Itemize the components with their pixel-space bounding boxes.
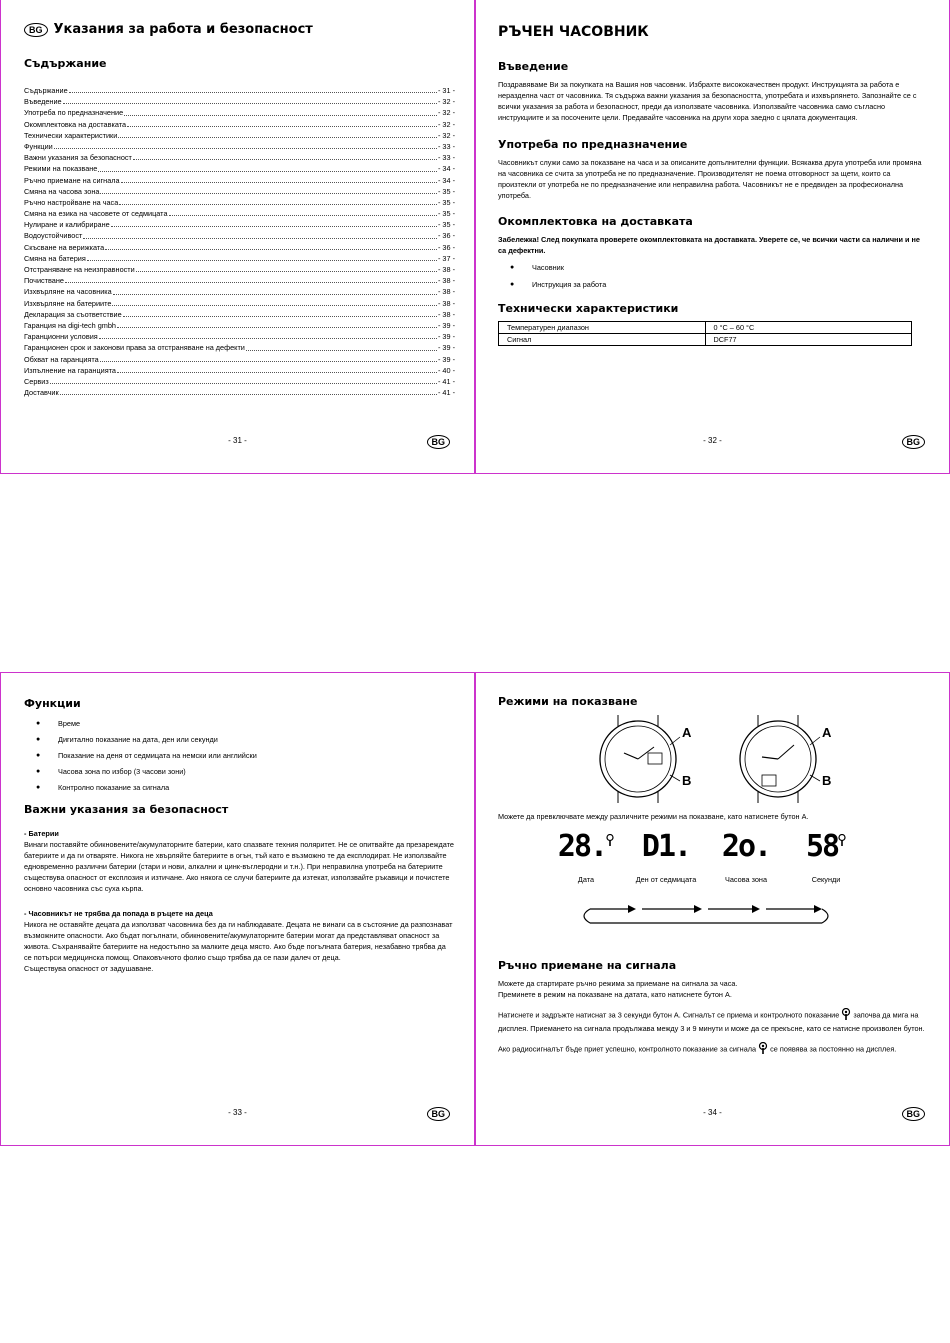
- signal-tower-icon: [838, 833, 846, 851]
- spec-value: DCF77: [705, 334, 912, 346]
- toc-entry[interactable]: [24, 107, 455, 118]
- page-34: [475, 672, 950, 1146]
- toc-entry-page: - 34 -: [437, 164, 455, 174]
- lcd-mode: [626, 829, 706, 884]
- toc-entry-page: - 36 -: [437, 242, 455, 252]
- lcd-value: D1.: [641, 829, 691, 864]
- toc-entry-label: Въведение: [24, 97, 62, 107]
- page-title: РЪЧЕН ЧАСОВНИК: [498, 24, 649, 40]
- toc-entry[interactable]: [24, 309, 455, 320]
- toc-leader: [121, 175, 437, 183]
- toc-entry[interactable]: [24, 197, 455, 208]
- toc-entry-page: - 33 -: [437, 153, 455, 163]
- toc-leader: [69, 85, 437, 93]
- toc-entry[interactable]: [24, 175, 455, 186]
- toc-entry-page: - 37 -: [437, 253, 455, 263]
- toc-entry-page: - 34 -: [437, 175, 455, 185]
- page-header: [24, 22, 313, 37]
- kids-text: Никога не оставяйте децата да използват часовника без да ги наблюдавате. Децата не винаги са в състояние да разпознават възможните опасности. Ако бъдат погълнати, обикновените/акумулаторните батерии могат да представляват опасност за живота. Съхранявайте батериите на недостъпно за малките деца място. Ако бъде погълната батерия, незабавно трябва да се потърси медицинска помощ. Опаковъчното фолио също трябва да се пази далеч от деца.: [24, 920, 453, 962]
- signal-text-3: Ако радиосигналът бъде приет успешно, контролното показание за сигнала се появява за постоянно на дисплея.: [498, 1042, 928, 1057]
- toc-entry-label: Ръчно приемане на сигнала: [24, 175, 120, 185]
- toc-entry-page: - 38 -: [437, 309, 455, 319]
- page-title: Указания за работа и безопасност: [53, 22, 313, 37]
- toc-leader: [105, 242, 437, 250]
- toc-entry[interactable]: [24, 141, 455, 152]
- toc-entry-page: - 33 -: [437, 141, 455, 151]
- toc-entry[interactable]: [24, 152, 455, 163]
- language-badge: BG: [427, 1107, 451, 1121]
- toc-leader: [246, 342, 437, 350]
- list-item: ● Показание на деня от седмицата на немски или английски: [24, 750, 454, 761]
- toc-entry-label: Гаранционни условия: [24, 332, 98, 342]
- toc-entry-page: - 39 -: [437, 332, 455, 342]
- toc-entry[interactable]: [24, 230, 455, 241]
- section-heading-use: Употреба по предназначение: [498, 138, 688, 151]
- toc-leader: [83, 230, 437, 238]
- toc-leader: [100, 186, 437, 194]
- toc-entry-page: - 36 -: [437, 231, 455, 241]
- toc-entry[interactable]: [24, 387, 455, 398]
- toc-leader: [98, 163, 437, 171]
- signal-tower-icon: [841, 1008, 851, 1023]
- toc-entry-label: Скъсване на верижката: [24, 242, 105, 252]
- toc-entry-page: - 39 -: [437, 354, 455, 364]
- toc-entry[interactable]: [24, 275, 455, 286]
- toc-leader: [113, 286, 437, 294]
- language-badge: BG: [902, 435, 926, 449]
- signal-text-2: Натиснете и задръжте натиснат за 3 секунди бутон А. Сигналът се приема и контролното показание започва да мига на дисплея. Приемането на сигнала продължава между 3 и 9 минути и може да се прекъсне, като се натисне произволен бутон.: [498, 1008, 928, 1034]
- toc-entry[interactable]: [24, 376, 455, 387]
- lcd-value: 58: [805, 829, 839, 864]
- toc-leader: [117, 365, 437, 373]
- toc-leader: [60, 387, 437, 395]
- toc-entry-page: - 39 -: [437, 343, 455, 353]
- toc-entry-page: - 40 -: [437, 365, 455, 375]
- toc-leader: [100, 354, 437, 362]
- section-heading-intro: Въведение: [498, 60, 569, 73]
- kids-subheading: - Часовникът не трябва да попада в ръцете на деца: [24, 909, 213, 918]
- page-number: - 32 -: [703, 436, 722, 445]
- use-text: Часовникът служи само за показване на часа и за описаните допълнителни функции. Всякаква друга употреба или промяна на часовника се счита за употреба не по предназначение. Производителят не поема отговорност за щети, които са произтекли от употреба не по предназначение или неправилна работа. Часовникът не е предвиден за професионална употреба.: [498, 158, 922, 200]
- toc-entry[interactable]: [24, 130, 455, 141]
- section-heading-delivery: Окомплектовка на доставката: [498, 215, 693, 228]
- toc-entry[interactable]: [24, 320, 455, 331]
- toc-entry-page: - 32 -: [437, 119, 455, 129]
- toc-entry-label: Обхват на гаранцията: [24, 354, 99, 364]
- toc-entry-label: Отстраняване на неизправности: [24, 265, 135, 274]
- spec-table: [498, 321, 912, 346]
- kids-text-2: Съществува опасност от задушаване.: [24, 964, 154, 973]
- toc-entry-label: Почистване: [24, 276, 64, 286]
- toc-entry[interactable]: [24, 286, 455, 297]
- page-number: - 33 -: [228, 1108, 247, 1117]
- toc-heading: Съдържание: [24, 57, 107, 70]
- list-item: ● Инструкция за работа: [498, 279, 928, 290]
- delivery-note: Забележка! След покупката проверете окомплектовката на доставката. Уверете се, че всички части са налични и не са дефектни.: [498, 235, 920, 255]
- toc-leader: [87, 253, 437, 261]
- toc-entry-label: Водоустойчивост: [24, 231, 83, 241]
- functions-list: [24, 718, 454, 793]
- lcd-value: 2o.: [721, 829, 771, 864]
- toc-entry-label: Гаранционен срок и законови права за отстраняване на дефекти: [24, 343, 245, 353]
- toc-leader: [50, 376, 437, 384]
- toc-entry-page: - 38 -: [437, 265, 455, 274]
- toc-leader: [99, 331, 437, 339]
- modes-text: Можете да превключвате между различните режими на показване, като натиснете бутон А.: [498, 812, 809, 821]
- toc-leader: [112, 298, 437, 306]
- lcd-caption: Секунди: [811, 875, 841, 884]
- language-badge: BG: [902, 1107, 926, 1121]
- toc-entry-label: Режими на показване: [24, 164, 98, 174]
- toc-leader: [65, 275, 437, 283]
- language-badge: BG: [427, 435, 451, 449]
- section-heading-specs: Технически характеристики: [498, 302, 679, 315]
- delivery-list: [498, 262, 928, 290]
- toc-entry-page: - 38 -: [437, 276, 455, 286]
- lcd-display-row: [546, 829, 866, 884]
- watch-illustration-1: [594, 715, 694, 803]
- watch-illustration-2: [734, 715, 834, 803]
- toc-entry-page: - 35 -: [437, 209, 455, 219]
- toc-entry-label: Декларация за съответствие: [24, 309, 122, 319]
- toc-entry-label: Изпълнение на гаранцията: [24, 365, 116, 375]
- toc-leader: [54, 141, 437, 149]
- spec-key: Температурен диапазон: [499, 322, 706, 334]
- section-heading-safety: Важни указания за безопасност: [24, 803, 229, 816]
- toc-entry[interactable]: [24, 163, 455, 174]
- toc-entry-page: - 38 -: [437, 298, 455, 308]
- toc-entry-page: - 35 -: [437, 186, 455, 196]
- button-b-label: B: [822, 773, 832, 788]
- toc-entry[interactable]: [24, 331, 455, 342]
- section-heading-functions: Функции: [24, 697, 81, 710]
- language-badge: BG: [24, 23, 48, 37]
- lcd-caption: Дата: [577, 875, 595, 884]
- toc-entry-label: Смяна на часова зона: [24, 186, 100, 196]
- toc-entry-label: Важни указания за безопасност: [24, 153, 132, 163]
- list-item: ● Дигитално показание на дата, ден или секунди: [24, 734, 454, 745]
- toc-leader: [119, 197, 437, 205]
- toc-entry-label: Смяна на езика на часовете от седмицата: [24, 209, 168, 219]
- lcd-mode: [706, 829, 786, 884]
- page-31: [0, 0, 475, 474]
- toc-leader: [63, 96, 437, 104]
- toc-leader: [123, 309, 437, 317]
- toc-entry-label: Сервиз: [24, 376, 49, 386]
- lcd-caption: Часова зона: [725, 875, 767, 884]
- list-item: ● Часовник: [498, 262, 928, 273]
- table-row: [499, 334, 912, 346]
- toc-entry-label: Доставчик: [24, 388, 59, 398]
- lcd-mode: [786, 829, 866, 884]
- spec-value: 0 °C – 60 °C: [705, 322, 912, 334]
- signal-tower-icon: [758, 1042, 768, 1057]
- toc-entry[interactable]: [24, 365, 455, 376]
- page-number: - 34 -: [703, 1108, 722, 1117]
- toc-entry-page: - 32 -: [437, 130, 455, 140]
- section-heading-signal: Ръчно приемане на сигнала: [498, 959, 677, 972]
- lcd-mode: [546, 829, 626, 884]
- toc-entry[interactable]: [24, 208, 455, 219]
- toc-entry-label: Окомплектовка на доставката: [24, 119, 127, 129]
- button-a-label: A: [822, 725, 832, 740]
- mode-cycle-arrows: [576, 903, 836, 929]
- toc-entry-label: Ръчно настройване на часа: [24, 197, 119, 207]
- spec-key: Сигнал: [499, 334, 706, 346]
- toc-entry[interactable]: [24, 96, 455, 107]
- toc-entry-page: - 38 -: [437, 287, 455, 297]
- toc-entry-label: Функции: [24, 141, 53, 151]
- toc-entry-label: Изхвърляне на батериите: [24, 298, 112, 308]
- toc-entry-label: Употреба по предназначение: [24, 108, 124, 118]
- page-number: - 31 -: [228, 436, 247, 445]
- battery-subheading: - Батерии: [24, 829, 59, 838]
- page-33: [0, 672, 475, 1146]
- signal-tower-icon: [606, 833, 614, 851]
- toc-entry[interactable]: [24, 264, 455, 275]
- toc-entry[interactable]: [24, 85, 455, 96]
- toc-leader: [117, 320, 437, 328]
- list-item: ● Време: [24, 718, 454, 729]
- toc-entry-label: Изхвърляне на часовника: [24, 287, 112, 297]
- toc-entry[interactable]: [24, 242, 455, 253]
- signal-text-1b: Преминете в режим на показване на датата, като натиснете бутон А.: [498, 990, 732, 999]
- toc-entry-page: - 31 -: [437, 86, 455, 95]
- toc-entry-label: Гаранция на digi-tech gmbh: [24, 320, 116, 330]
- toc-entry-page: - 41 -: [437, 388, 455, 398]
- toc-entry[interactable]: [24, 342, 455, 353]
- toc-entry-page: - 35 -: [437, 220, 455, 230]
- intro-text: Поздравяваме Ви за покупката на Вашия нов часовник. Избрахте висококачествен продукт. Инструкцията за работа е неразделна част от часовника. Тя съдържа важни указания за безопасността, употребата и изхвърлянето. Запознайте се с всички указания за работа и безопасност, преди да използвате часовника. Използвайте часовника само съгласно инструкциите и за посочените цели. Предавайте часовника на други хора заедно с цялата документация.: [498, 80, 917, 122]
- button-a-label: A: [682, 725, 692, 740]
- toc-entry[interactable]: [24, 253, 455, 264]
- toc-entry[interactable]: [24, 219, 455, 230]
- toc-entry-label: Технически характеристики: [24, 130, 118, 140]
- toc-entry[interactable]: [24, 186, 455, 197]
- battery-text: Винаги поставяйте обикновените/акумулаторните батерии, като спазвате техния поляритет. Не се опитвайте да презареждате батериите и да ги отваряте. Никога не хвърляйте батериите в огън, тъй като е възможно те да експлодират. Не използвайте едновременно различни батерии (стари и нови, алкални и цинк-въглеродни и т.н.). При неправилна употреба на батериите съществува опасност от експлозия и изтичане. Ако някога се случи батериите да изтекат, използвайте ръкавици и почистете основно часовника със суха кърпа.: [24, 840, 454, 893]
- toc-entry-label: Нулиране и калибриране: [24, 220, 110, 230]
- toc-leader: [124, 107, 437, 115]
- toc-leader: [133, 152, 437, 160]
- lcd-caption: Ден от седмицата: [635, 875, 697, 884]
- toc-entry-page: - 32 -: [437, 97, 455, 107]
- lcd-value: 28.: [557, 829, 607, 864]
- button-b-label: B: [682, 773, 692, 788]
- toc-entry[interactable]: [24, 119, 455, 130]
- page-32: [475, 0, 950, 474]
- table-row: [499, 322, 912, 334]
- toc-entry[interactable]: [24, 298, 455, 309]
- list-item: ● Часова зона по избор (3 часови зони): [24, 766, 454, 777]
- toc-leader: [136, 264, 437, 272]
- toc-entry-label: Съдържание: [24, 86, 68, 95]
- toc-entry-page: - 32 -: [437, 108, 455, 118]
- toc-entry-label: Смяна на батерия: [24, 253, 86, 263]
- signal-text-1: Можете да стартирате ръчно режима за приемане на сигнала за часа.: [498, 979, 738, 988]
- table-of-contents: [24, 85, 455, 398]
- toc-entry[interactable]: [24, 354, 455, 365]
- toc-leader: [127, 119, 437, 127]
- toc-leader: [169, 208, 437, 216]
- toc-entry-page: - 35 -: [437, 197, 455, 207]
- list-item: ● Контролно показание за сигнала: [24, 782, 454, 793]
- toc-entry-page: - 39 -: [437, 320, 455, 330]
- toc-leader: [111, 219, 437, 227]
- section-heading-modes: Режими на показване: [498, 695, 638, 708]
- toc-leader: [118, 130, 437, 138]
- toc-entry-page: - 41 -: [437, 376, 455, 386]
